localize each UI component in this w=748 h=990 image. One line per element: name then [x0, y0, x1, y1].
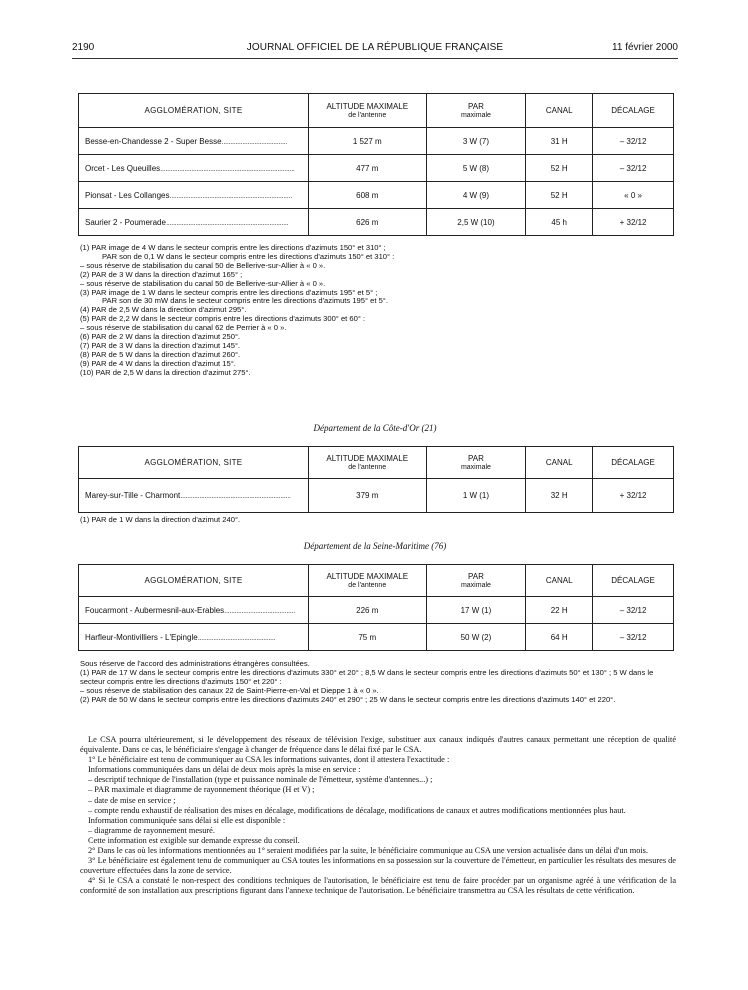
col-par-line1: PAR [468, 571, 484, 581]
footnote: (1) PAR de 1 W dans la direction d'azimut 240°. [80, 515, 241, 524]
cell-site: Pionsat - Les Collanges....................................................................... [79, 182, 309, 209]
paragraph: 4° Si le CSA a constaté le non-respect des conditions techniques de l'autorisation, le bénéficiaire est tenu de faire procéder par un organisme agréé à une vérification de la conformité de son installation aux prescriptions figurant dans l'annexe technique de l'autorisation. Le bénéficiaire transmettra au CSA les résultats de cette vérification. [80, 876, 676, 896]
cell-par: 2,5 W (10) [426, 209, 526, 236]
footnote: PAR son de 0,1 W dans le secteur compris entre les directions d'azimuts 150° et 310° : [102, 251, 395, 261]
col-par-line2: maximale [460, 581, 491, 589]
cell-site: Marey-sur-Tille - Charmont................................................................ [79, 479, 309, 513]
footnote: PAR son de 30 mW dans le secteur compris entre les directions d'azimuts 195° et 5°. [102, 296, 388, 306]
body-text [80, 735, 676, 897]
cell-altitude: 1 527 m [308, 128, 426, 155]
table-row [79, 209, 674, 236]
col-par [426, 94, 526, 128]
cell-canal: 45 h [526, 209, 593, 236]
footnote: (4) PAR de 2,5 W dans la direction d'azimut 295°. [80, 305, 247, 315]
site-name: Marey-sur-Tille - Charmont [85, 491, 181, 500]
col-canal: CANAL [526, 94, 593, 128]
col-decalage: DÉCALAGE [593, 94, 674, 128]
table-row [79, 128, 674, 155]
footnote: – sous réserve de stabilisation du canal 50 de Bellerive-sur-Allier à « 0 ». [80, 260, 326, 270]
footnote: (1) PAR image de 4 W dans le secteur compris entre les directions d'azimuts 150° et 310° ; [80, 243, 386, 252]
cell-par: 17 W (1) [426, 597, 526, 624]
footnote: – sous réserve de stabilisation du canal 62 de Perrier à « 0 ». [80, 323, 287, 333]
cell-site: Saurier 2 - Poumerade....................................................................... [79, 209, 309, 236]
paragraph: Informations communiquées dans un délai de deux mois après la mise en service : [88, 765, 361, 775]
col-par-line2: maximale [460, 463, 491, 471]
footnote: (8) PAR de 5 W dans la direction d'azimut 260°. [80, 349, 241, 359]
frequency-table-1 [78, 93, 674, 236]
col-altitude [308, 565, 426, 597]
cell-altitude: 75 m [308, 624, 426, 651]
paragraph: Information communiquée sans délai si elle est disponible : [88, 815, 286, 825]
footnote: (1) PAR de 17 W dans le secteur compris entre les directions d'azimuts 330° et 20° ; 8,5 W dans le secteur compris entre les directions d'azimuts 50° et 130° ; 5 W dans le secteur compris entre les directions d'azimuts 150° et 220° : [80, 667, 654, 686]
cell-decalage: « 0 » [593, 182, 674, 209]
cell-altitude: 477 m [308, 155, 426, 182]
cell-decalage: – 32/12 [593, 128, 674, 155]
cell-canal: 52 H [526, 155, 593, 182]
footnote: (6) PAR de 2 W dans la direction d'azimut 250°. [80, 332, 241, 342]
page-number: 2190 [72, 42, 95, 53]
footnote: (5) PAR de 2,2 W dans le secteur compris entre les directions d'azimuts 300° et 60° : [80, 314, 366, 324]
department-heading: Département de la Côte-d'Or (21) [313, 423, 437, 433]
col-par [426, 565, 526, 597]
list-item: – date de mise en service ; [88, 795, 176, 805]
cell-canal: 64 H [526, 624, 593, 651]
cell-site: Harfleur-Montivilliers - L'Epingle............................................. [79, 624, 309, 651]
col-canal: CANAL [526, 447, 593, 479]
cell-altitude: 379 m [308, 479, 426, 513]
list-item: – descriptif technique de l'installation (type et puissance nominale de l'émetteur, système d'antennes...) ; [88, 775, 433, 785]
col-altitude-line2: de l'antenne [348, 111, 387, 119]
paragraph: 3° Le bénéficiaire est également tenu de communiquer au CSA toutes les informations en sa possession sur la couverture de l'émetteur, en particulier les résultats des mesures de couverture effectuées dans la zone de service. [80, 856, 676, 876]
col-altitude [308, 94, 426, 128]
footnote: (3) PAR image de 1 W dans le secteur compris entre les directions d'azimuts 195° et 5° ; [80, 287, 378, 297]
table-row [79, 155, 674, 182]
cell-decalage: + 32/12 [593, 209, 674, 236]
footnote: (2) PAR de 50 W dans le secteur compris entre les directions d'azimuts 240° et 290° ; 25 W dans le secteur compris entre les directions d'azimuts 140° et 220°. [80, 694, 616, 704]
col-decalage: DÉCALAGE [593, 447, 674, 479]
cell-par: 1 W (1) [426, 479, 526, 513]
cell-par: 5 W (8) [426, 155, 526, 182]
table2-notes [80, 516, 674, 525]
footnote: – sous réserve de stabilisation du canal 50 de Bellerive-sur-Allier à « 0 ». [80, 278, 326, 288]
col-par-line1: PAR [468, 101, 484, 111]
footnote: (10) PAR de 2,5 W dans la direction d'azimut 275°. [80, 367, 251, 377]
footnote: (9) PAR de 4 W dans la direction d'azimut 15°. [80, 358, 236, 368]
table-header-row [79, 565, 674, 597]
cell-site: Besse-en-Chandesse 2 - Super Besse...................................... [79, 128, 309, 155]
table-row [79, 597, 674, 624]
footnote: – sous réserve de stabilisation des canaux 22 de Saint-Pierre-en-Val et Dieppe 1 à « 0 ». [80, 685, 379, 695]
cell-canal: 52 H [526, 182, 593, 209]
col-altitude-line1: ALTITUDE MAXIMALE [326, 571, 409, 581]
cell-canal: 32 H [526, 479, 593, 513]
table1-notes [80, 244, 674, 378]
issue-date: 11 février 2000 [612, 42, 678, 53]
col-altitude-line1: ALTITUDE MAXIMALE [326, 101, 409, 111]
col-altitude-line1: ALTITUDE MAXIMALE [326, 453, 409, 463]
paragraph: 1° Le bénéficiaire est tenu de communiquer au CSA les informations suivantes, dont il attestera l'exactitude : [88, 755, 450, 765]
cell-site: Orcet - Les Queuilles.............................................................................. [79, 155, 309, 182]
cell-altitude: 626 m [308, 209, 426, 236]
col-par [426, 447, 526, 479]
col-agglomeration: AGGLOMÉRATION, SITE [79, 94, 309, 128]
site-name: Orcet - Les Queuilles [85, 163, 161, 173]
col-par-line1: PAR [468, 453, 484, 463]
department-heading: Département de la Seine-Maritime (76) [303, 541, 447, 551]
table-row [79, 182, 674, 209]
site-name: Foucarmont - Aubermesnil-aux-Erables [85, 605, 225, 615]
footnote: (7) PAR de 3 W dans la direction d'azimut 145°. [80, 340, 241, 350]
table-row [79, 479, 674, 513]
cell-decalage: – 32/12 [593, 624, 674, 651]
frequency-table-3 [78, 564, 674, 651]
list-item: – diagramme de rayonnement mesuré. [88, 825, 215, 835]
cell-decalage: – 32/12 [593, 155, 674, 182]
col-altitude [308, 447, 426, 479]
cell-altitude: 608 m [308, 182, 426, 209]
list-item: – compte rendu exhaustif de réalisation des mises en décalage, modifications de décalage, modifications de canaux et autres modifications mentionnées plus haut. [88, 805, 626, 815]
site-name: Saurier 2 - Poumerade [85, 217, 166, 227]
paragraph: Le CSA pourra ultérieurement, si le développement des réseaux de télévision l'exige, substituer aux canaux indiqués d'autres canaux permettant une réception de qualité équivalente. Dans ce cas, le bénéficiaire s'engage à changer de fréquence dans le délai fixé par le CSA. [80, 735, 676, 755]
col-altitude-line2: de l'antenne [348, 581, 387, 589]
footnote: (2) PAR de 3 W dans la direction d'azimut 165° ; [80, 269, 243, 279]
col-par-line2: maximale [460, 111, 491, 119]
cell-decalage: + 32/12 [593, 479, 674, 513]
cell-canal: 31 H [526, 128, 593, 155]
site-name: Harfleur-Montivilliers - L'Epingle [85, 632, 198, 642]
cell-par: 3 W (7) [426, 128, 526, 155]
col-agglomeration: AGGLOMÉRATION, SITE [79, 565, 309, 597]
page-header [72, 42, 678, 56]
cell-par: 4 W (9) [426, 182, 526, 209]
cell-site: Foucarmont - Aubermesnil-aux-Erables......................................... [79, 597, 309, 624]
col-altitude-line2: de l'antenne [348, 463, 387, 471]
table-header-row [79, 447, 674, 479]
site-name: Pionsat - Les Collanges [85, 190, 170, 200]
cell-canal: 22 H [526, 597, 593, 624]
paragraph: Cette information est exigible sur demande expresse du conseil. [88, 835, 300, 845]
table3-notes [80, 660, 674, 705]
site-name: Besse-en-Chandesse 2 - Super Besse [85, 136, 222, 146]
col-decalage: DÉCALAGE [593, 565, 674, 597]
list-item: – PAR maximale et diagramme de rayonnement théorique (H et V) ; [88, 785, 315, 795]
col-canal: CANAL [526, 565, 593, 597]
journal-title: JOURNAL OFFICIEL DE LA RÉPUBLIQUE FRANÇAISE [246, 42, 504, 53]
table-row [79, 624, 674, 651]
cell-altitude: 226 m [308, 597, 426, 624]
paragraph: 2° Dans le cas où les informations mentionnées au 1° seraient modifiées par la suite, le bénéficiaire communique au CSA une version actualisée dans un délai d'un mois. [88, 846, 648, 856]
header-rule [72, 58, 678, 59]
table-header-row [79, 94, 674, 128]
frequency-table-2 [78, 446, 674, 513]
cell-decalage: – 32/12 [593, 597, 674, 624]
col-agglomeration: AGGLOMÉRATION, SITE [79, 447, 309, 479]
footnote: Sous réserve de l'accord des administrations étrangères consultées. [80, 659, 310, 668]
cell-par: 50 W (2) [426, 624, 526, 651]
